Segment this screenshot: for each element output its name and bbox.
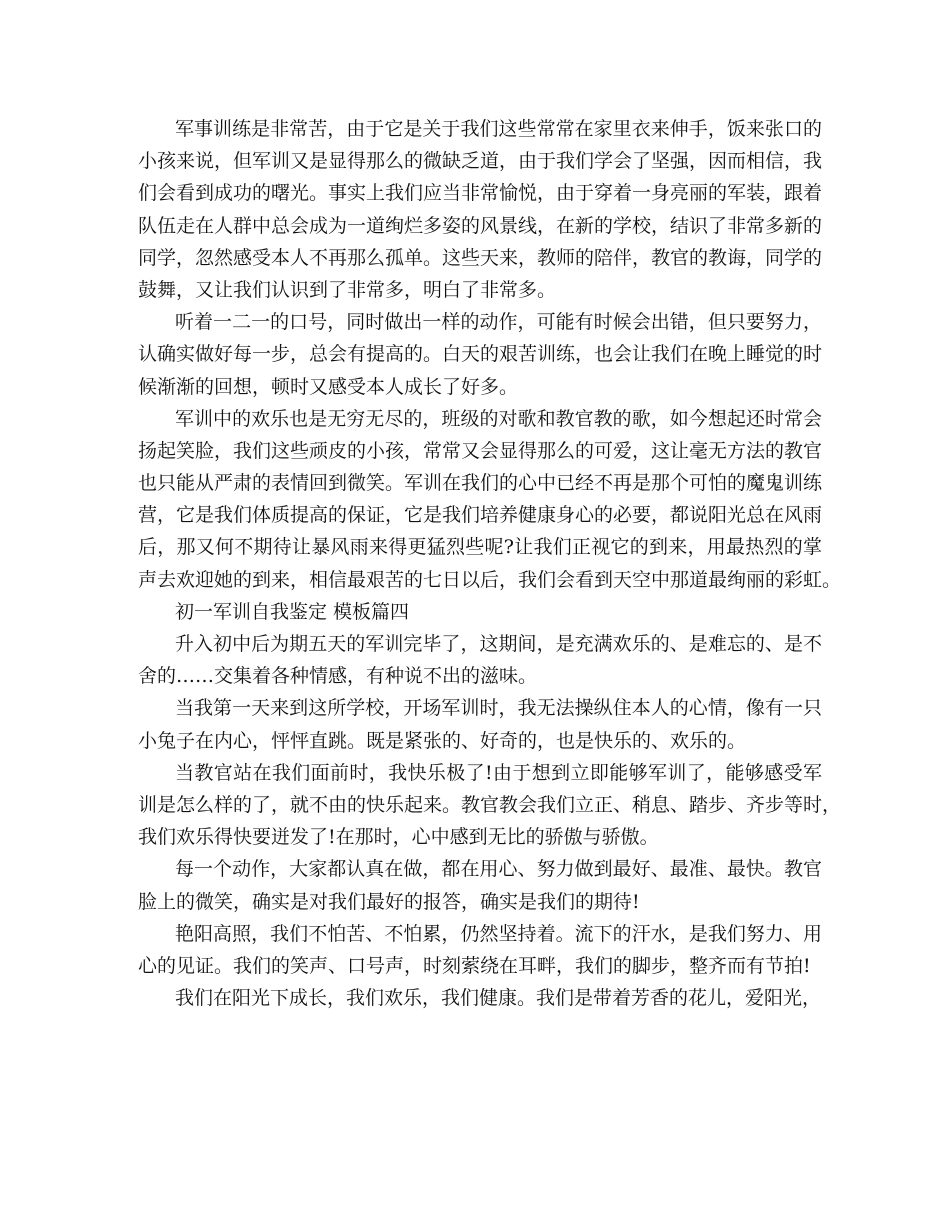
text-line: 声去欢迎她的到来，相信最艰苦的七日以后，我们会看到天空中那道最绚丽的彩虹。: [138, 568, 842, 591]
text-line: 我们在阳光下成长，我们欢乐，我们健康。我们是带着芳香的花儿，爱阳光，: [175, 987, 822, 1010]
text-line: 每一个动作，大家都认真在做，都在用心、努力做到最好、最准、最快。教官: [175, 858, 822, 881]
text-line: 鼓舞，又让我们认识到了非常多，明白了非常多。: [138, 278, 557, 301]
text-line: 队伍走在人群中总会成为一道绚烂多姿的风景线，在新的学校，结识了非常多新的: [138, 214, 823, 237]
text-line: 扬起笑脸，我们这些顽皮的小孩，常常又会显得那么的可爱，这让毫无方法的教官: [138, 439, 823, 462]
text-line: 心的见证。我们的笑声、口号声，时刻萦绕在耳畔，我们的脚步，整齐而有节拍!: [138, 954, 811, 977]
text-line: 舍的……交集着各种情感，有种说不出的滋味。: [138, 665, 538, 688]
text-line: 候渐渐的回想，顿时又感受本人成长了好多。: [138, 375, 519, 398]
text-line: 升入初中后为期五天的军训完毕了，这期间，是充满欢乐的、是难忘的、是不: [175, 633, 822, 655]
text-line: 后，那又何不期待让暴风雨来得更猛烈些呢?让我们正视它的到来，用最热烈的掌: [138, 536, 822, 559]
text-line: 听着一二一的口号，同时做出一样的动作，可能有时候会出错，但只要努力，: [175, 311, 822, 334]
text-line: 军训中的欢乐也是无穷无尽的，班级的对歌和教官教的歌，如今想起还时常会: [175, 407, 822, 430]
text-line: 我们欢乐得快要迸发了!在那时，心中感到无比的骄傲与骄傲。: [138, 826, 659, 849]
text-line: 当教官站在我们面前时，我快乐极了!由于想到立即能够军训了，能够感受军: [175, 761, 822, 784]
text-line: 训是怎么样的了，就不由的快乐起来。教官教会我们立正、稍息、踏步、齐步等时，: [138, 793, 842, 816]
text-line: 们会看到成功的曙光。事实上我们应当非常愉悦，由于穿着一身亮丽的军装，跟着: [138, 182, 823, 205]
text-line: 营，它是我们体质提高的保证，它是我们培养健康身心的必要，都说阳光总在风雨: [138, 504, 823, 527]
text-line: 艳阳高照，我们不怕苦、不怕累，仍然坚持着。流下的汗水，是我们努力、用: [175, 922, 822, 945]
text-line: 小孩来说，但军训又是显得那么的微缺乏道，由于我们学会了坚强，因而相信，我: [138, 150, 823, 173]
section-heading: 初一军训自我鉴定 模板篇四: [175, 600, 410, 623]
document-body: [138, 113, 842, 1014]
text-line: 也只能从严肃的表情回到微笑。军训在我们的心中已经不再是那个可怕的魔鬼训练: [138, 472, 823, 495]
text-line: 同学，忽然感受本人不再那么孤单。这些天来，教师的陪伴，教官的教诲，同学的: [138, 246, 823, 269]
text-line: 当我第一天来到这所学校，开场军训时，我无法操纵住本人的心情，像有一只: [175, 697, 822, 720]
text-line: 脸上的微笑，确实是对我们最好的报答，确实是我们的期待!: [138, 890, 640, 913]
text-line: 小兔子在内心，怦怦直跳。既是紧张的、好奇的，也是快乐的、欢乐的。: [138, 729, 747, 752]
text-line: 认确实做好每一步，总会有提高的。白天的艰苦训练，也会让我们在晚上睡觉的时: [138, 343, 823, 366]
text-line: 军事训练是非常苦，由于它是关于我们这些常常在家里衣来伸手，饭来张口的: [175, 118, 822, 140]
